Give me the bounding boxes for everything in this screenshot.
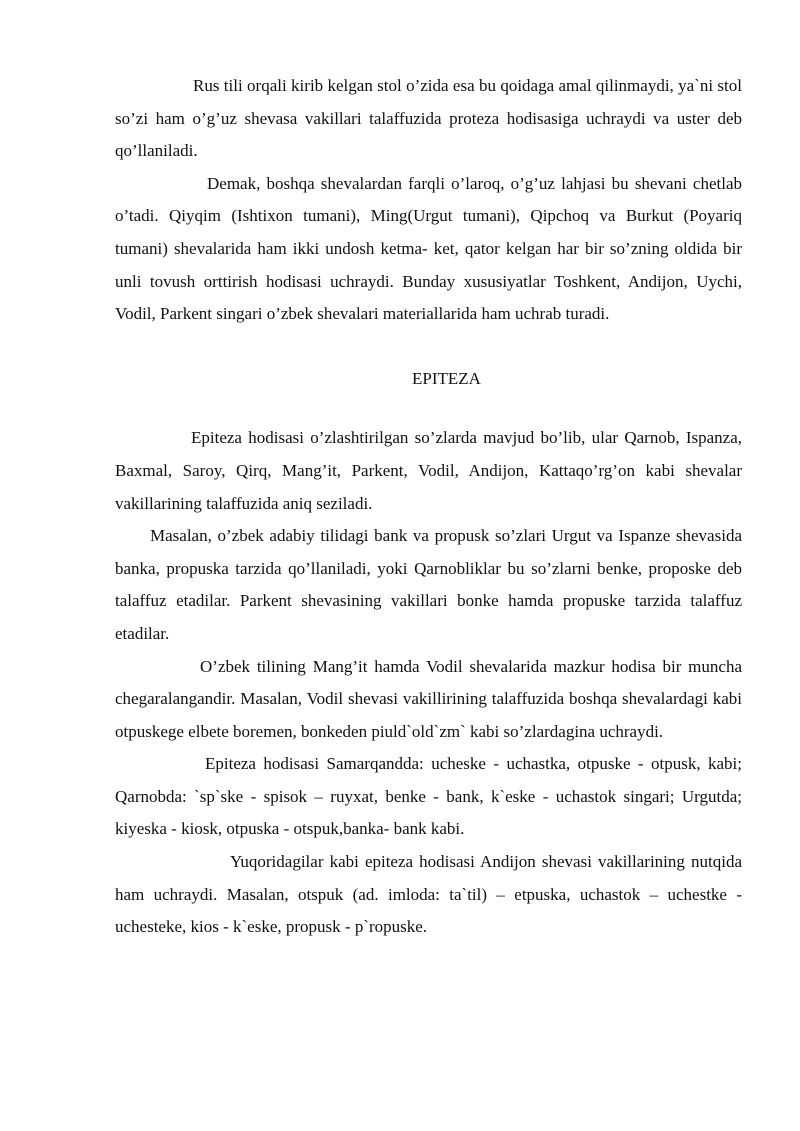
paragraph-samarqand-examples: Epiteza hodisasi Samarqandda: ucheske - uchastka, otpuske - otpusk, kabi; Qarnobda: `sp`ske - spisok – ruyxat, benke - bank, k`eske - uchastok singari; Urgutda; kiyeska - kiosk, otpuska - otspuk,banka- bank kabi. (115, 754, 742, 839)
paragraph-andijon-examples: Yuqoridagilar kabi epiteza hodisasi Andijon shevasi vakillarining nutqida ham uchraydi. Masalan, otspuk (ad. imloda: ta`til) – etpuska, uchastok – uchestke - uchesteke, kios - k`eske, propusk - p`ropuske. (115, 852, 742, 937)
paragraph-proteza-stol: Rus tili orqali kirib kelgan stol o’zida esa bu qoidaga amal qilinmaydi, ya`ni stol so’zi ham o’g’uz shevasa vakillari talaffuzida proteza hodisasiga uchraydi va uster deb qo’llaniladi. (115, 76, 742, 161)
paragraph-mangit-vodil: O’zbek tilining Mang’it hamda Vodil shevalarida mazkur hodisa bir muncha chegaralangandir. Masalan, Vodil shevasi vakillirining talaffuzida boshqa shevalardagi kabi otpuskege elbete boremen, bonkeden piuld`old`zm` kabi so’zlardagina uchraydi. (115, 656, 742, 741)
paragraph-epiteza-intro: Epiteza hodisasi o’zlashtirilgan so’zlarda mavjud bo’lib, ular Qarnob, Ispanza, Baxmal, Saroy, Qirq, Mang’it, Parkent, Vodil, Andijon, Kattaqo’rg’on kabi shevalar vakillarining talaffuzida aniq seziladi. (115, 428, 742, 513)
section-heading-epiteza: EPITEZA (412, 368, 481, 388)
paragraph-oguz-dialects: Demak, boshqa shevalardan farqli o’laroq, o’g’uz lahjasi bu shevani chetlab o’tadi. Qiyqim (Ishtixon tumani), Ming(Urgut tumani), Qipchoq va Burkut (Poyariq tumani) shevalarida ham ikki undosh ketma- ket, qator kelgan har bir so’zning oldida bir unli tovush orttirish hodisasi uchraydi. Bunday xususiyatlar Toshkent, Andijon, Uychi, Vodil, Parkent singari o’zbek shevalari materiallarida ham uchrab turadi. (115, 173, 742, 324)
spacer (115, 331, 742, 363)
paragraph-bank-propusk: Masalan, o’zbek adabiy tilidagi bank va propusk so’zlari Urgut va Ispanze shevasida banka, propuska tarzida qo’llaniladi, yoki Qarnobliklar bu so’zlarni benke, proposke deb talaffuz etadilar. Parkent shevasining vakillari bonke hamda propuske tarzida talaffuz etadilar. (115, 526, 742, 643)
spacer (115, 395, 742, 422)
document-page (115, 70, 742, 944)
